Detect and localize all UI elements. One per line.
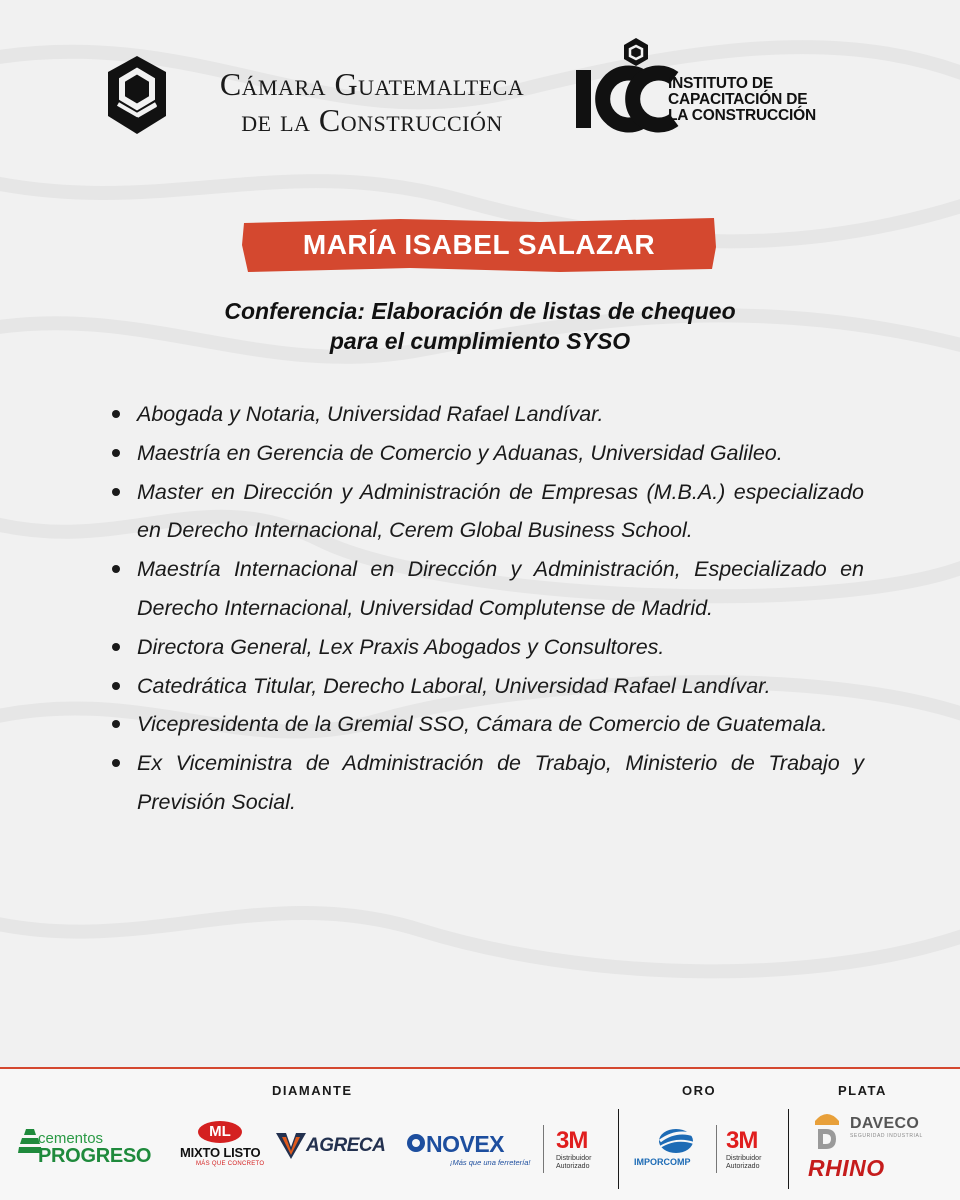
imporcomp-swoosh-icon (656, 1125, 696, 1155)
mixto-listo-name: MIXTO LISTO (180, 1145, 261, 1160)
agreca-name: AGRECA (306, 1135, 386, 1156)
agreca-chevron-icon (276, 1131, 306, 1161)
imporcomp-name: IMPORCOMP (634, 1157, 691, 1167)
3m-dist-line2: Autorizado (726, 1163, 760, 1170)
novex-name: NOVEX (426, 1131, 505, 1157)
tier-plata-label: PLATA (838, 1083, 887, 1098)
progreso-logo (38, 1131, 151, 1166)
bio-item (110, 667, 864, 706)
mixto-listo-badge: ML (198, 1121, 242, 1143)
sponsor-divider (716, 1125, 717, 1173)
3m-distributor-text (556, 1155, 591, 1171)
tier-divider (618, 1109, 619, 1189)
bullet-icon (112, 410, 120, 418)
cgc-hexagon-logo (106, 54, 168, 136)
daveco-name: DAVECO (850, 1115, 920, 1132)
3m-dist-line1: Distribuidor (556, 1155, 592, 1162)
bio-item-text: Abogada y Notaria, Universidad Rafael Landívar. (137, 402, 604, 426)
bio-item-text: Vicepresidenta de la Gremial SSO, Cámara de Comercio de Guatemala. (137, 712, 828, 737)
camara-line1: Cámara Guatemalteca (219, 66, 525, 102)
3m-dist-line1: Distribuidor (726, 1155, 762, 1162)
conference-title (100, 296, 860, 356)
tier-divider (788, 1109, 789, 1189)
bullet-icon (112, 643, 120, 651)
bio-item-text: Directora General, Lex Praxis Abogados y Consultores. (137, 634, 665, 659)
bullet-icon (112, 720, 120, 728)
bullet-icon (112, 565, 120, 573)
bio-item-text: Catedrática Titular, Derecho Laboral, Universidad Rafael Landívar. (137, 673, 771, 698)
rhino-name: RHINO (808, 1155, 885, 1181)
speaker-name-banner (240, 217, 718, 273)
progreso-large-text: PROGRESO (38, 1145, 152, 1167)
bio-item (110, 473, 864, 551)
camara-guatemalteca-logo-text (186, 68, 558, 136)
daveco-helmet-icon (812, 1107, 842, 1151)
progreso-small-text: cementos (38, 1130, 104, 1147)
bullet-icon (112, 759, 120, 767)
bio-item (110, 550, 864, 628)
bio-item (110, 395, 864, 434)
bio-item-text: Maestría Internacional en Dirección y Administración, Especializado en Derecho Internacional, Universidad Complutense de Madrid. (137, 557, 864, 620)
bio-item (110, 705, 864, 744)
conference-line2: para el cumplimiento SYSO (329, 328, 631, 354)
3m-logo: 3M (556, 1127, 588, 1154)
camara-line2: de la Construcción (241, 102, 503, 138)
bio-item-text: Ex Viceministra de Administración de Trabajo, Ministerio de Trabajo y Previsión Social. (137, 751, 864, 814)
bio-item (110, 744, 864, 822)
bio-item (110, 628, 864, 667)
bullet-icon (112, 449, 120, 457)
sponsors-footer (0, 1069, 960, 1200)
novex-circle-icon (406, 1133, 426, 1153)
speaker-name: MARÍA ISABEL SALAZAR (302, 229, 656, 260)
bullet-icon (112, 682, 120, 690)
bullet-icon (112, 488, 120, 496)
tier-oro-label: ORO (682, 1083, 717, 1098)
bio-item (110, 434, 864, 473)
tier-diamante-label: DIAMANTE (272, 1083, 353, 1098)
mixto-listo-tagline: MÁS QUE CONCRETO (196, 1161, 265, 1167)
icc-logo-text (668, 76, 838, 124)
conference-line1: Conferencia: Elaboración de listas de chequeo (224, 298, 736, 324)
bio-item-text: Maestría en Gerencia de Comercio y Aduanas, Universidad Galileo. (137, 440, 783, 465)
3m-distributor-text-oro (726, 1155, 761, 1171)
icc-line3: LA CONSTRUCCIÓN (668, 107, 816, 124)
header (0, 38, 960, 138)
icc-line2: CAPACITACIÓN DE (668, 91, 808, 108)
3m-dist-line2: Autorizado (556, 1163, 590, 1170)
bio-list (110, 395, 864, 822)
3m-logo-oro: 3M (726, 1127, 758, 1154)
bio-item-text: Master en Dirección y Administración de Empresas (M.B.A.) especializado en Derecho Internacional, Cerem Global Business School. (137, 479, 864, 543)
icc-line1: INSTITUTO DE (668, 75, 773, 92)
daveco-tagline: SEGURIDAD INDUSTRIAL (850, 1133, 923, 1139)
novex-tagline: ¡Más que una ferretería! (450, 1158, 531, 1167)
sponsor-divider (543, 1125, 544, 1173)
